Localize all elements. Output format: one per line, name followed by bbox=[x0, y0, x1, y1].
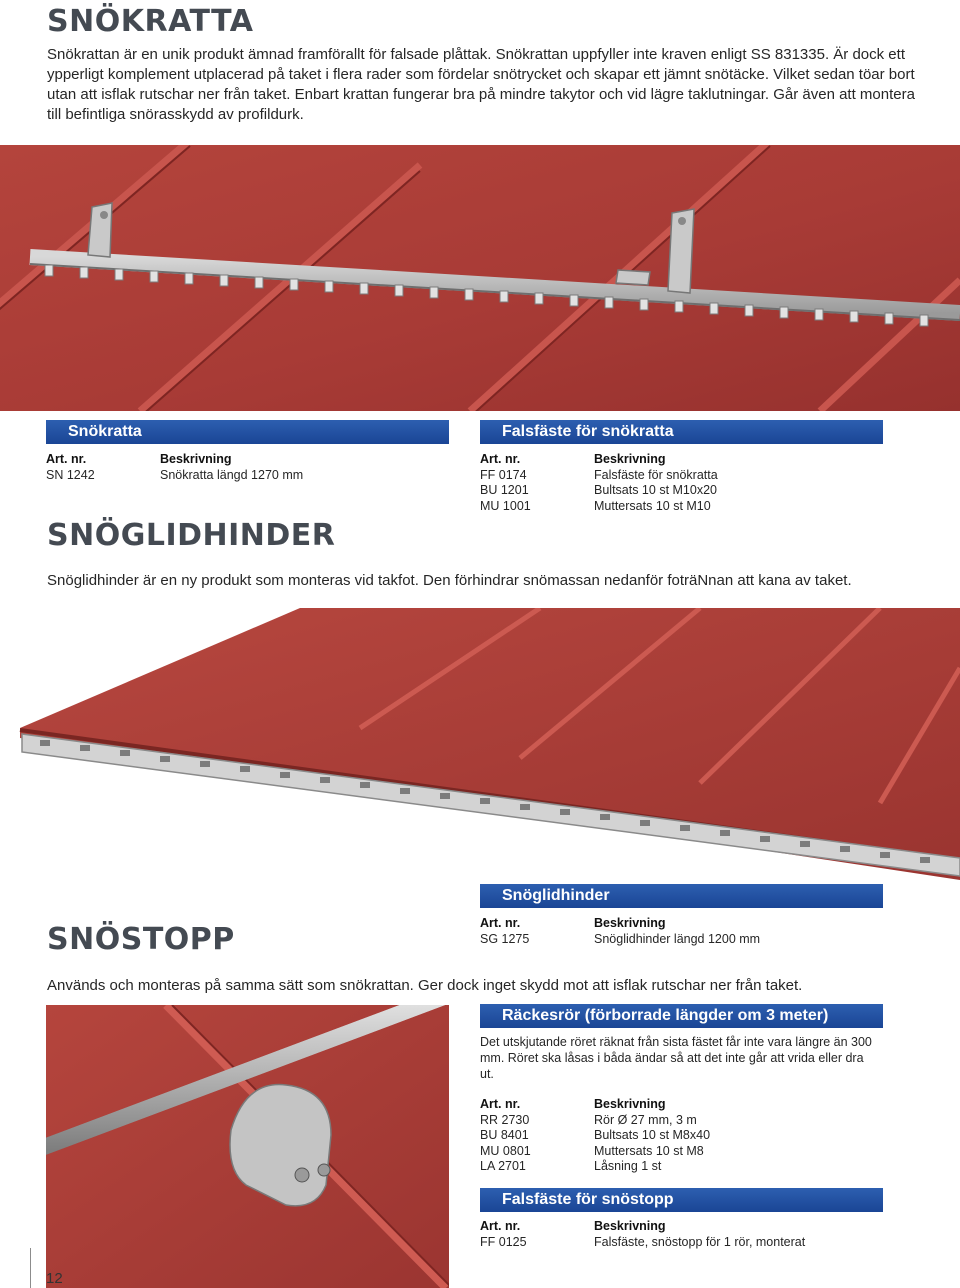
cell-desc: Låsning 1 st bbox=[594, 1159, 662, 1173]
page-number: 12 bbox=[46, 1270, 63, 1287]
header-bar-falsfaste-snokratta: Falsfäste för snökratta bbox=[480, 420, 883, 444]
cell-art: MU 0801 bbox=[480, 1143, 531, 1158]
col-header-desc: Beskrivning bbox=[594, 1219, 666, 1233]
header-bar-snoglidhinder: Snöglidhinder bbox=[480, 884, 883, 908]
table-snoglidhinder bbox=[480, 916, 760, 947]
table-row bbox=[46, 468, 303, 484]
cell-art: SG 1275 bbox=[480, 931, 530, 946]
header-bar-falsfaste-snostopp: Falsfäste för snöstopp bbox=[480, 1188, 883, 1212]
cell-art: BU 8401 bbox=[480, 1128, 529, 1142]
cell-desc: Muttersats 10 st M10 bbox=[594, 498, 711, 513]
col-header-desc: Beskrivning bbox=[160, 452, 232, 466]
paragraph-snostopp: Används och monteras på samma sätt som snökrattan. Ger dock inget skydd mot att isflak rutschar ner från taket. bbox=[47, 977, 803, 994]
paragraph-snokratta: Snökrattan är en unik produkt ämnad framförallt för falsade plåttak. Snökrattan uppfyller inte kraven enligt SS 831335. Är dock ett ypperligt komplement utplacerad på taket i flera rader som fördelar snötrycket och skapar ett jämnt snötäcke. Vilket sedan töar bort utan att isflak rutschar ner från taket. Enbart krattan fungerar bra på mindre takytor och vid lägre taklutningar. Går även att montera till befintliga snörasskydd av profildurk. bbox=[47, 46, 915, 123]
heading-snostopp: SNÖSTOPP bbox=[47, 922, 235, 957]
table-row bbox=[480, 1159, 710, 1175]
cell-desc: Falsfäste, snöstopp för 1 rör, monterat bbox=[594, 1234, 806, 1249]
cell-art: BU 1201 bbox=[480, 483, 529, 497]
col-header-desc: Beskrivning bbox=[594, 1097, 666, 1111]
cell-desc: Falsfäste för snökratta bbox=[594, 467, 718, 482]
photo-snostopp bbox=[46, 1005, 449, 1288]
col-header-art: Art. nr. bbox=[480, 916, 521, 930]
col-header-desc: Beskrivning bbox=[594, 452, 666, 466]
photo-snoglidhinder bbox=[0, 608, 960, 880]
heading-snokratta: SNÖKRATTA bbox=[47, 4, 254, 39]
cell-desc: Rör Ø 27 mm, 3 m bbox=[594, 1112, 697, 1127]
table-row bbox=[480, 499, 718, 515]
cell-desc: Muttersats 10 st M8 bbox=[594, 1143, 704, 1158]
page-edge-divider bbox=[30, 1248, 31, 1288]
col-header-art: Art. nr. bbox=[480, 452, 521, 466]
header-bar-rackesror: Räckesrör (förborrade längder om 3 meter) bbox=[480, 1004, 883, 1028]
table-row bbox=[480, 468, 718, 484]
col-header-art: Art. nr. bbox=[480, 1097, 521, 1111]
photo-snokratta bbox=[0, 145, 960, 411]
cell-desc: Snöglidhinder längd 1200 mm bbox=[594, 931, 761, 946]
header-bar-snokratta: Snökratta bbox=[46, 420, 449, 444]
table-falsfaste-snokratta bbox=[480, 452, 718, 514]
cell-art: MU 1001 bbox=[480, 498, 531, 513]
table-snokratta bbox=[46, 452, 303, 483]
table-row bbox=[480, 1235, 805, 1251]
table-row bbox=[480, 1128, 710, 1144]
table-row bbox=[480, 932, 760, 948]
cell-art: RR 2730 bbox=[480, 1112, 530, 1127]
col-header-art: Art. nr. bbox=[46, 452, 87, 466]
table-falsfaste-snostopp bbox=[480, 1219, 805, 1250]
cell-art: LA 2701 bbox=[480, 1159, 526, 1173]
paragraph-snoglidhinder: Snöglidhinder är en ny produkt som monteras vid takfot. Den förhindrar snömassan nedanför foträNnan att kana av taket. bbox=[47, 572, 852, 589]
table-row bbox=[480, 483, 718, 499]
cell-art: FF 0174 bbox=[480, 467, 527, 482]
cell-art: FF 0125 bbox=[480, 1234, 527, 1249]
table-row bbox=[480, 1144, 710, 1160]
cell-desc: Snökratta längd 1270 mm bbox=[160, 467, 304, 482]
col-header-desc: Beskrivning bbox=[594, 916, 666, 930]
cell-desc: Bultsats 10 st M8x40 bbox=[594, 1128, 711, 1142]
heading-snoglidhinder: SNÖGLIDHINDER bbox=[47, 518, 336, 553]
cell-desc: Bultsats 10 st M10x20 bbox=[594, 483, 717, 497]
col-header-art: Art. nr. bbox=[480, 1219, 521, 1233]
cell-art: SN 1242 bbox=[46, 467, 95, 482]
table-row bbox=[480, 1113, 710, 1129]
table-rackesror bbox=[480, 1097, 710, 1175]
description-rackesror: Det utskjutande röret räknat från sista fästet får inte vara längre än 300 mm. Röret ska låsas i båda ändar så att det inte går att vrida eller dra ut. bbox=[480, 1035, 872, 1081]
